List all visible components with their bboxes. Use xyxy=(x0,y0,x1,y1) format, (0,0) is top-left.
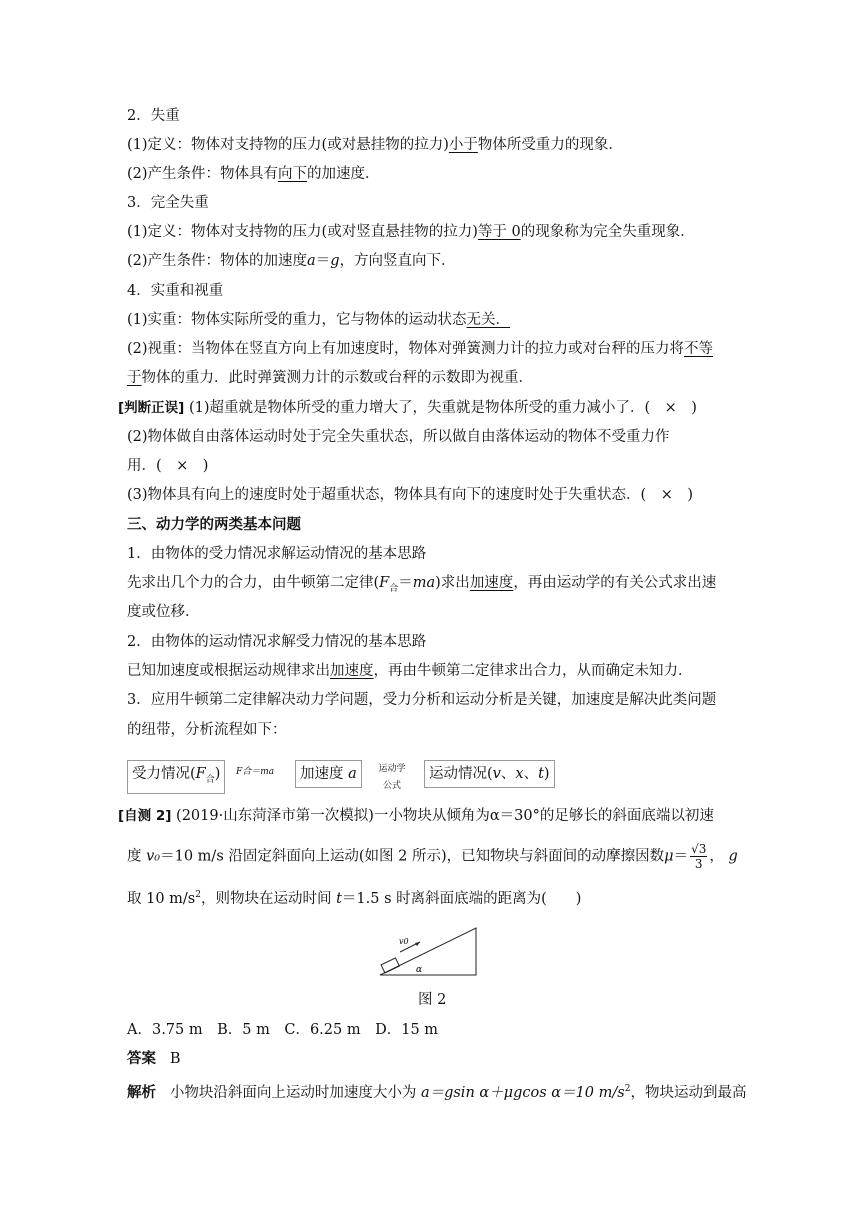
paragraph: (1)定义：物体对支持物的压力(或对悬挂物的拉力)小于物体所受重力的现象． xyxy=(127,137,623,153)
paragraph: 先求出几个力的合力，由牛顿第二定律$(F_合=ma)$求出加速度，再由运动学的有关公式求出速 xyxy=(127,575,717,594)
block xyxy=(381,958,399,973)
flow-box-motion: 运动情况(v、x、t) xyxy=(424,760,555,788)
fraction: $\frac{√3}{3}$ xyxy=(691,842,707,871)
judge-item: 用．( × ) xyxy=(127,458,209,474)
section-heading: 3．完全失重 xyxy=(127,195,209,211)
paragraph: (1)定义：物体对支持物的压力(或对竖直悬挂物的拉力)等于 0的现象称为完全失重现象． xyxy=(127,224,695,240)
velocity-arrowhead xyxy=(415,942,420,946)
analysis-label: 解析 xyxy=(127,1084,156,1101)
judge-item: (3)物体具有向上的速度时处于超重状态，物体具有向下的速度时处于失重状态．( × ) xyxy=(127,487,693,503)
analysis-line: 解析 小物块沿斜面向上运动时加速度大小为 a＝gsin α＋μgcos α＝10 $m/s^2$，物块运动到最高 xyxy=(127,1084,747,1101)
flow-arrow-label: 运动学 公式 xyxy=(378,764,406,791)
section-heading: 2．失重 xyxy=(127,108,180,124)
problem-stem: 度 v₀＝10 m/s 沿固定斜面向上运动(如图 2 所示)，已知物块与斜面间的动摩擦因数μ＝ $\frac{√3}{3}$ ， g xyxy=(127,842,738,871)
flow-box-force: 受力情况$(F_合)$ xyxy=(127,760,225,794)
section-heading: 1．由物体的受力情况求解运动情况的基本思路 xyxy=(127,546,427,562)
answer-line: 答案 B xyxy=(127,1051,181,1067)
problem-tag: [自测 2] xyxy=(118,808,172,824)
v0-label: v0 xyxy=(399,937,409,946)
judge-item: (2)物体做自由落体运动时处于完全失重状态，所以做自由落体运动的物体不受重力作 xyxy=(127,429,670,445)
paragraph: (2)视重：当物体在竖直方向上有加速度时，物体对弹簧测力计的拉力或对台秤的压力将不等 xyxy=(127,341,714,357)
paragraph: 于物体的重力．此时弹簧测力计的示数或台秤的示数即为视重． xyxy=(127,370,533,386)
flow-box-acceleration: 加速度 a xyxy=(295,760,362,788)
paragraph: 已知加速度或根据运动规律求出加速度，再由牛顿第二定律求出合力，从而确定未知力． xyxy=(127,663,693,679)
part-heading: 三、动力学的两类基本问题 xyxy=(127,517,301,533)
judge-tag: [判断正误] xyxy=(118,400,185,416)
paragraph: (2)产生条件：物体的加速度a＝g，方向竖直向下． xyxy=(127,253,456,269)
paragraph: 3．应用牛顿第二定律解决动力学问题，受力分析和运动分析是关键，加速度是解决此类问题 xyxy=(127,692,717,708)
problem-stem: 取 10 $m/s^2$，则物块在运动时间 t＝1.5 s 时离斜面底端的距离为( ) xyxy=(127,890,582,907)
paragraph: 度或位移． xyxy=(127,604,200,620)
judge-item: [判断正误] (1)超重就是物体所受的重力增大了，失重就是物体所受的重力减小了．( × ) xyxy=(118,400,697,416)
paragraph: 的纽带，分析流程如下： xyxy=(127,722,287,738)
paragraph: (1)实重：物体实际所受的重力，它与物体的运动状态无关． xyxy=(127,312,511,328)
section-heading: 2．由物体的运动情况求解受力情况的基本思路 xyxy=(127,634,427,650)
section-heading: 4．实重和视重 xyxy=(127,283,224,299)
flow-arrow-label: F合＝ma xyxy=(236,767,275,777)
answer-label: 答案 xyxy=(127,1051,156,1067)
alpha-label: α xyxy=(416,965,423,975)
problem-stem: [自测 2] (2019·山东菏泽市第一次模拟)一小物块从倾角为α＝30°的足够长的斜面底端以初速 xyxy=(118,808,714,824)
incline-figure xyxy=(370,920,490,982)
figure-caption: 图 2 xyxy=(418,992,447,1008)
answer-options: A．3.75 m B．5 m C．6.25 m D．15 m xyxy=(127,1022,439,1038)
paragraph: (2)产生条件：物体具有向下的加速度． xyxy=(127,166,380,182)
